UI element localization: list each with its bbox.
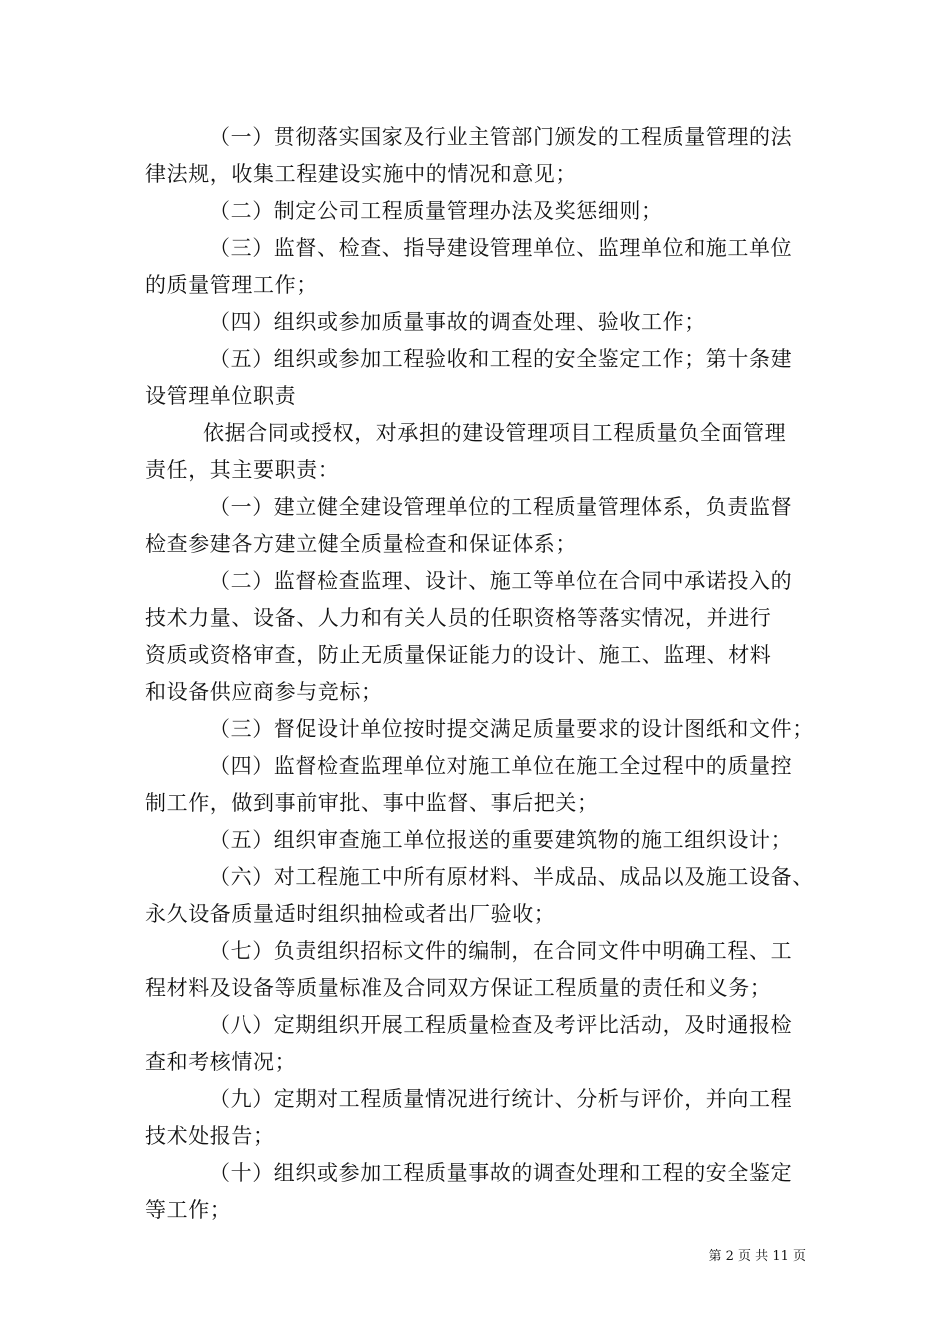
document-line: （四）组织或参加质量事故的调查处理、验收工作；: [209, 310, 706, 334]
document-line: 律法规，收集工程建设实施中的情况和意见；: [145, 162, 577, 186]
document-line: （二）监督检查监理、设计、施工等单位在合同中承诺投入的: [209, 569, 793, 593]
document-line: （五）组织审查施工单位报送的重要建筑物的施工组织设计；: [209, 828, 793, 852]
document-line: （二）制定公司工程质量管理办法及奖惩细则；: [209, 199, 663, 223]
document-line: 查和考核情况；: [145, 1050, 297, 1074]
document-line: （一）建立健全建设管理单位的工程质量管理体系，负责监督: [209, 495, 793, 519]
document-line: 永久设备质量适时组织抽检或者出厂验收；: [145, 902, 556, 926]
document-line: 等工作；: [145, 1198, 232, 1222]
document-line: （十）组织或参加工程质量事故的调查处理和工程的安全鉴定: [209, 1161, 793, 1185]
document-line: 制工作，做到事前审批、事中监督、事后把关；: [145, 791, 599, 815]
document-line: （七）负责组织招标文件的编制，在合同文件中明确工程、工: [209, 939, 793, 963]
document-line: （四）监督检查监理单位对施工单位在施工全过程中的质量控: [209, 754, 793, 778]
document-body: [145, 119, 814, 1229]
document-line: 检查参建各方建立健全质量检查和保证体系；: [145, 532, 577, 556]
document-line: （八）定期组织开展工程质量检查及考评比活动，及时通报检: [209, 1013, 793, 1037]
document-line: 的质量管理工作；: [145, 273, 318, 297]
document-line: （三）督促设计单位按时提交满足质量要求的设计图纸和文件；: [209, 717, 814, 741]
document-line: （九）定期对工程质量情况进行统计、分析与评价，并向工程: [209, 1087, 793, 1111]
document-line: （六）对工程施工中所有原材料、半成品、成品以及施工设备、: [209, 865, 814, 889]
document-line: （一）贯彻落实国家及行业主管部门颁发的工程质量管理的法: [209, 125, 793, 149]
document-line: 责任，其主要职责：: [145, 458, 340, 482]
document-line: 设管理单位职责: [145, 384, 297, 408]
document-line: 技术处报告；: [145, 1124, 275, 1148]
page-number-label: 第 2 页 共 11 页: [708, 1249, 806, 1264]
document-line: （三）监督、检查、指导建设管理单位、监理单位和施工单位: [209, 236, 793, 260]
document-line: 资质或资格审查，防止无质量保证能力的设计、施工、监理、材料: [145, 643, 772, 667]
document-line: 和设备供应商参与竞标；: [145, 680, 383, 704]
page-footer: [0, 1245, 806, 1264]
document-line: 程材料及设备等质量标准及合同双方保证工程质量的责任和义务；: [145, 976, 772, 1000]
document-line: （五）组织或参加工程验收和工程的安全鉴定工作；第十条建: [209, 347, 793, 371]
document-line: 技术力量、设备、人力和有关人员的任职资格等落实情况，并进行: [145, 606, 772, 630]
document-line: 依据合同或授权，对承担的建设管理项目工程质量负全面管理: [203, 421, 787, 445]
